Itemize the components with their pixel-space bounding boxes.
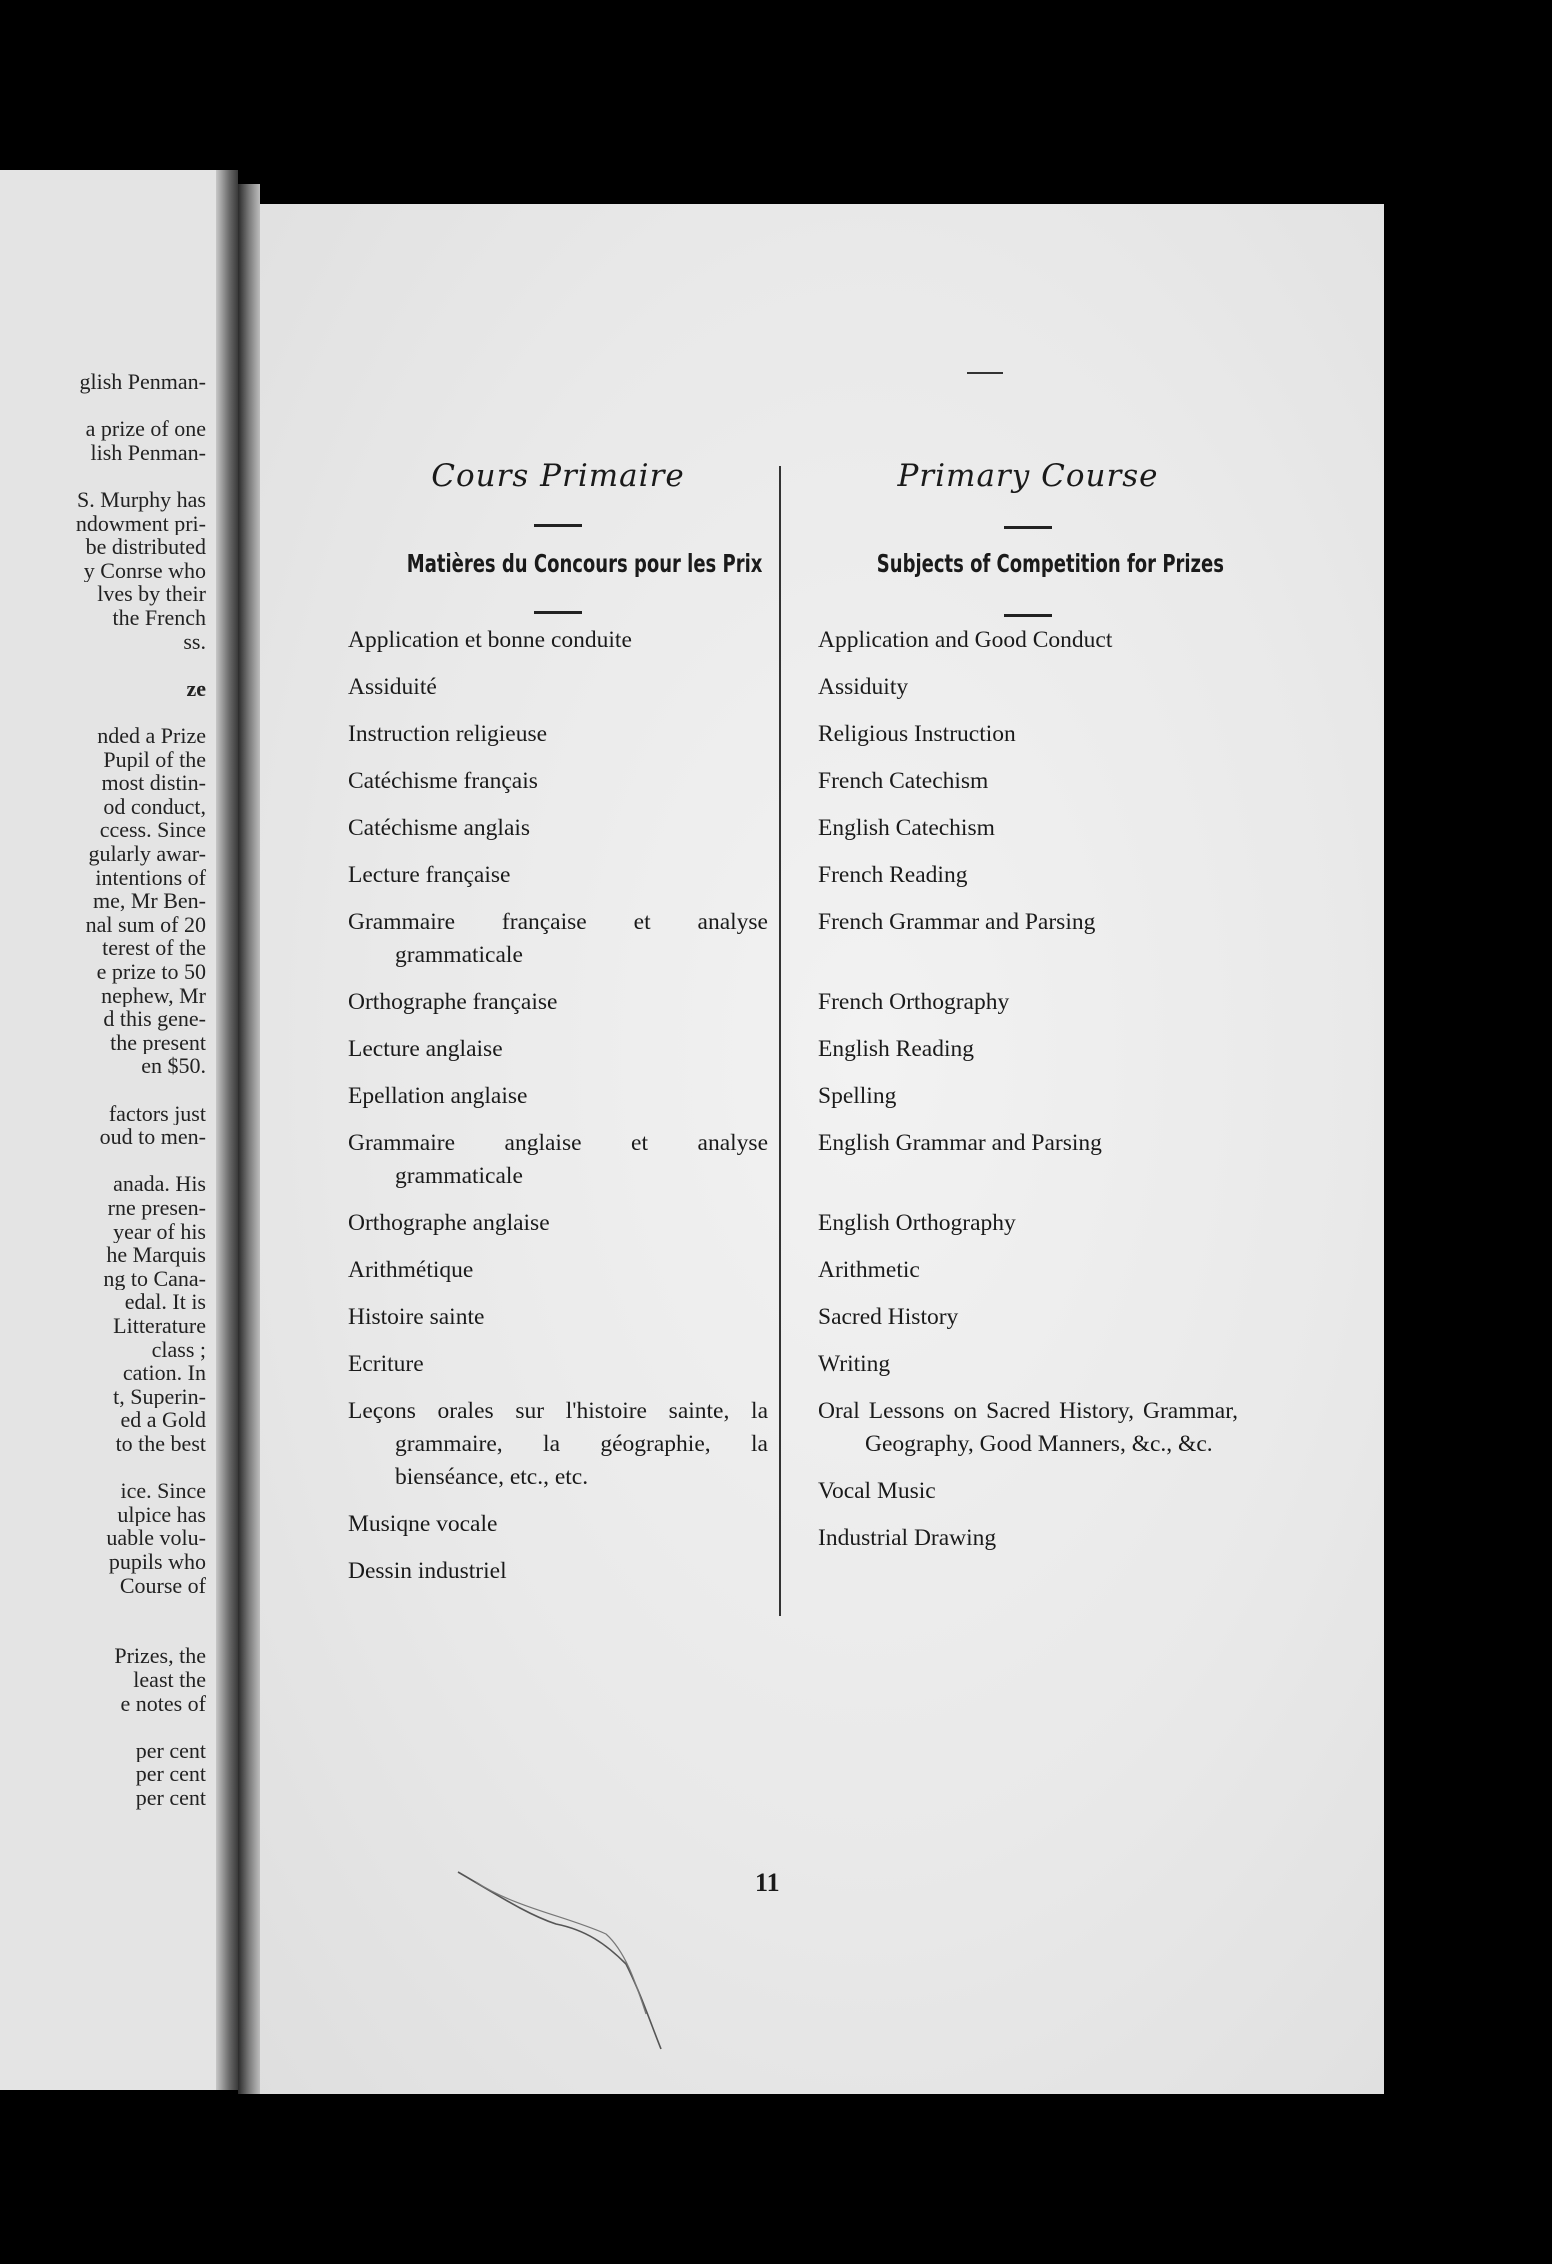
adjacent-text-line: lves by their <box>97 582 206 606</box>
list-item: Grammaire anglaise et analyse grammaticale <box>348 1130 768 1189</box>
adjacent-text-line: e notes of <box>120 1691 206 1716</box>
list-item: Industrial Drawing <box>818 1525 997 1551</box>
list-item: Oral Lessons on Sacred History, Grammar, Geography, Good Manners, &c., &c. <box>818 1398 1238 1457</box>
adjacent-text-line: ulpice has <box>117 1502 206 1527</box>
column-divider <box>779 466 781 1616</box>
list-item: French Orthography <box>818 989 1010 1015</box>
list-item: Assiduity <box>818 674 909 700</box>
page-number: 11 <box>755 1868 780 1897</box>
french-subject-list <box>348 624 768 1602</box>
list-item: Grammaire française et analyse grammaticale <box>348 909 768 968</box>
adjacent-text-line: ccess. Since <box>99 818 206 842</box>
adjacent-text-line: nal sum of 20 <box>85 912 206 937</box>
adjacent-text-line: year of his <box>113 1219 206 1244</box>
list-item: Lecture française <box>348 862 511 888</box>
list-item: Catéchisme anglais <box>348 815 531 841</box>
adjacent-text-line: oud to men- <box>99 1125 206 1149</box>
list-item: English Grammar and Parsing <box>818 1130 1102 1156</box>
page-spine-shadow <box>238 184 260 2094</box>
list-item: Lecture anglaise <box>348 1036 503 1062</box>
adjacent-text-line: me, Mr Ben- <box>92 889 206 913</box>
english-column-title: Primary Course <box>897 458 1159 494</box>
list-item: Histoire sainte <box>348 1304 485 1330</box>
adjacent-text-line: Pupil of the <box>103 747 206 772</box>
adjacent-text-line: Litterature <box>113 1314 206 1338</box>
paper-scratch-mark <box>456 1864 676 2054</box>
adjacent-text-line: e prize to 50 <box>96 960 206 984</box>
adjacent-text-line: lish Penman- <box>90 440 206 465</box>
list-item: Religious Instruction <box>818 721 1016 747</box>
adjacent-text-line: uable volu- <box>106 1526 206 1550</box>
list-item: Arithmétique <box>348 1257 474 1283</box>
adjacent-text-line: terest of the <box>102 936 206 960</box>
list-item: English Catechism <box>818 815 995 841</box>
list-item: French Grammar and Parsing <box>818 909 1096 935</box>
top-dash-mark <box>967 372 1003 374</box>
adjacent-text-line: cation. In <box>122 1361 206 1385</box>
adjacent-text-line: to the best <box>115 1432 206 1456</box>
adjacent-text-line: od conduct, <box>103 794 206 819</box>
list-item: Catéchisme français <box>348 768 538 794</box>
list-item: Writing <box>818 1351 891 1377</box>
adjacent-text-line: ss. <box>183 629 206 654</box>
adjacent-text-line: en $50. <box>141 1054 206 1078</box>
list-item: Vocal Music <box>818 1478 936 1504</box>
adjacent-text-line: he Marquis <box>106 1243 206 1267</box>
main-page <box>238 204 1384 2094</box>
adjacent-text-line: factors just <box>108 1101 206 1126</box>
adjacent-text-line: ice. Since <box>120 1479 206 1503</box>
list-item: Dessin industriel <box>348 1558 507 1584</box>
adjacent-text-line: per cent <box>135 1786 206 1810</box>
adjacent-text-line: class ; <box>151 1337 206 1362</box>
adjacent-text-line: the present <box>110 1030 206 1055</box>
list-item: Epellation anglaise <box>348 1083 528 1109</box>
list-item: Application et bonne conduite <box>348 627 632 653</box>
list-item: Spelling <box>818 1083 897 1109</box>
english-subject-list <box>818 624 1238 1569</box>
adjacent-text-line: intentions of <box>95 865 206 890</box>
adjacent-text-line: nded a Prize <box>97 724 206 748</box>
list-item: Orthographe française <box>348 989 558 1015</box>
list-item: English Reading <box>818 1036 974 1062</box>
list-item: Assiduité <box>348 674 437 700</box>
english-column-subtitle: Subjects of Competition for Prizes <box>876 549 1224 578</box>
adjacent-text-line: be distributed <box>85 535 206 559</box>
adjacent-text-line: Prizes, the <box>114 1644 206 1668</box>
adjacent-text-line: ndowment pri- <box>75 511 206 536</box>
list-item: Arithmetic <box>818 1257 920 1283</box>
list-item: Instruction religieuse <box>348 721 548 747</box>
adjacent-text-line: rne presen- <box>107 1196 206 1220</box>
list-spacer <box>818 1174 1238 1207</box>
list-item: Musiqne vocale <box>348 1511 498 1537</box>
adjacent-text-line: the French <box>112 606 206 630</box>
adjacent-text-line: edal. It is <box>124 1290 206 1314</box>
adjacent-text-line: per cent <box>135 1738 206 1763</box>
english-subtitle-rule <box>1004 614 1052 617</box>
adjacent-text-line: per cent <box>135 1762 206 1786</box>
french-column-title: Cours Primaire <box>431 458 685 494</box>
french-column-subtitle: Matières du Concours pour les Prix <box>406 549 763 578</box>
left-gutter-shadow <box>216 170 238 2090</box>
adjacent-text-line: Course of <box>119 1573 206 1598</box>
adjacent-text-line: ng to Cana- <box>103 1266 206 1291</box>
adjacent-text-line: anada. His <box>113 1172 206 1196</box>
adjacent-text-line: gularly awar- <box>88 842 206 866</box>
list-item: Application and Good Conduct <box>818 627 1113 653</box>
adjacent-text-line: y Conrse who <box>83 558 206 583</box>
english-title-rule <box>1004 526 1052 529</box>
french-title-rule <box>534 524 582 527</box>
adjacent-text-line: least the <box>133 1668 206 1692</box>
list-item: English Orthography <box>818 1210 1016 1236</box>
list-item: Orthographe anglaise <box>348 1210 550 1236</box>
adjacent-text-line: S. Murphy has <box>77 488 206 512</box>
list-item: French Reading <box>818 862 968 888</box>
adjacent-text-line: a prize of one <box>85 417 206 441</box>
adjacent-page-left <box>0 170 238 2090</box>
list-item: French Catechism <box>818 768 989 794</box>
adjacent-text-line: nephew, Mr <box>101 983 206 1008</box>
list-item: Ecriture <box>348 1351 424 1377</box>
adjacent-text-line: ed a Gold <box>120 1408 206 1432</box>
adjacent-text-line: ze <box>186 676 206 701</box>
adjacent-text-line: most distin- <box>101 771 206 795</box>
adjacent-text-line: glish Penman- <box>79 370 206 394</box>
adjacent-text-line: t, Superin- <box>113 1384 206 1409</box>
adjacent-text-line: pupils who <box>108 1550 206 1574</box>
list-spacer <box>818 953 1238 986</box>
french-subtitle-rule <box>534 611 582 614</box>
list-item: Sacred History <box>818 1304 959 1330</box>
adjacent-text-line: d this gene- <box>103 1007 206 1031</box>
list-item: Leçons orales sur l'histoire sainte, la grammaire, la géographie, la bienséance, etc., etc. <box>348 1398 768 1490</box>
